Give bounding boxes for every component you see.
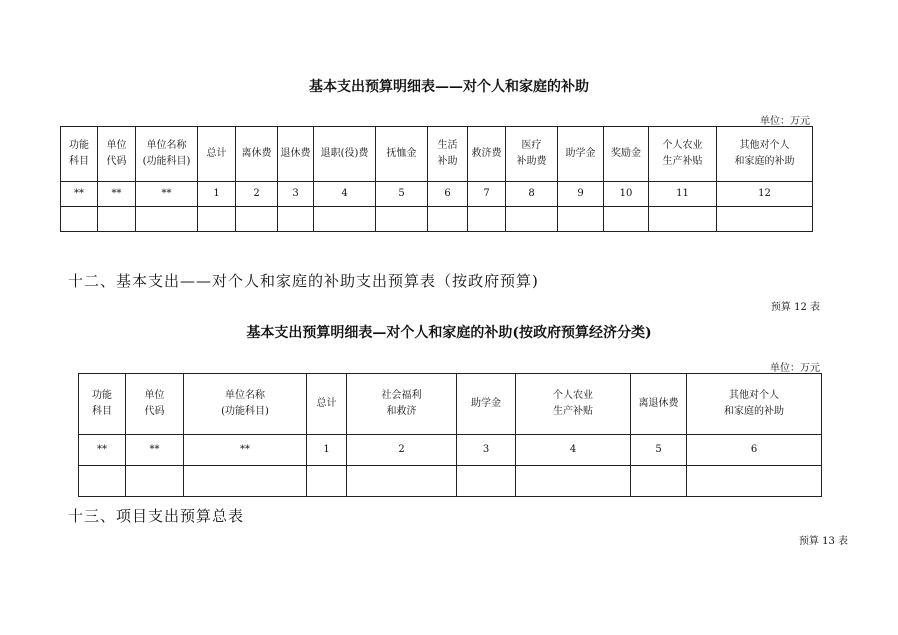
table1-header-row — [61, 127, 813, 182]
table1-index-cell: 3 — [278, 182, 314, 207]
table2-header-cell: 其他对个人 和家庭的补助 — [687, 374, 822, 435]
table1-empty-cell — [278, 207, 314, 232]
table1-personal-family-subsidy — [60, 126, 813, 232]
table2-index-row — [79, 435, 822, 466]
table1-header-cell: 助学金 — [558, 127, 604, 182]
table2-empty-cell — [79, 466, 126, 497]
table1-index-cell: ** — [61, 182, 98, 207]
table1-index-cell: ** — [136, 182, 198, 207]
table2-empty-cell — [687, 466, 822, 497]
table2-header-cell: 功能 科目 — [79, 374, 126, 435]
table1-empty-cell — [428, 207, 468, 232]
table2-empty-cell — [457, 466, 516, 497]
table1-index-cell: 10 — [604, 182, 649, 207]
table1-header-cell: 医疗 补助费 — [506, 127, 558, 182]
table1-index-cell: 4 — [314, 182, 376, 207]
table1-index-row — [61, 182, 813, 207]
table1-header-cell: 功能 科目 — [61, 127, 98, 182]
table2-index-cell: ** — [126, 435, 184, 466]
table1-header-cell: 奖励金 — [604, 127, 649, 182]
table1-empty-cell — [98, 207, 136, 232]
table2-empty-cell — [126, 466, 184, 497]
table2-unit: 单位：万元 — [770, 363, 820, 374]
table1-empty-cell — [506, 207, 558, 232]
table2-header-cell: 个人农业 生产补贴 — [516, 374, 631, 435]
table2-index-cell: 6 — [687, 435, 822, 466]
table1-header-cell: 总计 — [198, 127, 236, 182]
table1-header-cell: 单位 代码 — [98, 127, 136, 182]
table2-header-cell: 总计 — [307, 374, 347, 435]
table1-header-cell: 救济费 — [468, 127, 506, 182]
table2-header-cell: 社会福利 和救济 — [347, 374, 457, 435]
table2-empty-row — [79, 466, 822, 497]
table1-unit: 单位：万元 — [760, 116, 810, 127]
table1-index-cell: 1 — [198, 182, 236, 207]
table2-index-cell: 3 — [457, 435, 516, 466]
table2-header-row — [79, 374, 822, 435]
table2-title: 基本支出预算明细表—对个人和家庭的补助(按政府预算经济分类) — [246, 325, 652, 341]
table1-empty-cell — [198, 207, 236, 232]
table1-empty-cell — [236, 207, 278, 232]
table1-index-cell: 2 — [236, 182, 278, 207]
table2-index-cell: ** — [184, 435, 307, 466]
table2-subsidy-by-economic-class — [78, 373, 822, 497]
table1-index-cell: 6 — [428, 182, 468, 207]
table2-empty-cell — [631, 466, 687, 497]
table1-empty-cell — [604, 207, 649, 232]
table2-index-cell: 4 — [516, 435, 631, 466]
table2-empty-cell — [347, 466, 457, 497]
table1-header-cell: 其他对个人 和家庭的补助 — [717, 127, 813, 182]
table1-index-cell: 5 — [376, 182, 428, 207]
table2-index-cell: 5 — [631, 435, 687, 466]
table1-header-cell: 离休费 — [236, 127, 278, 182]
table2-header-cell: 单位名称 (功能科目) — [184, 374, 307, 435]
table1-empty-cell — [649, 207, 717, 232]
table1-empty-cell — [61, 207, 98, 232]
table1-header-cell: 生活 补助 — [428, 127, 468, 182]
table2-index-cell: 2 — [347, 435, 457, 466]
table1-empty-row — [61, 207, 813, 232]
table1-title: 基本支出预算明细表——对个人和家庭的补助 — [309, 79, 589, 95]
table1-empty-cell — [314, 207, 376, 232]
table1-header-cell: 退休费 — [278, 127, 314, 182]
table1-empty-cell — [468, 207, 506, 232]
table1-index-cell: 8 — [506, 182, 558, 207]
table2-header-cell: 离退休费 — [631, 374, 687, 435]
form-number-12: 预算 12 表 — [770, 302, 820, 313]
table1-header-cell: 抚恤金 — [376, 127, 428, 182]
table1-header-cell: 退职(役)费 — [314, 127, 376, 182]
section-12-heading: 十二、基本支出——对个人和家庭的补助支出预算表（按政府预算) — [68, 272, 539, 290]
table1-empty-cell — [136, 207, 198, 232]
table1-index-cell: 9 — [558, 182, 604, 207]
table1-empty-cell — [717, 207, 813, 232]
table2-header-cell: 单位 代码 — [126, 374, 184, 435]
table1-index-cell: 12 — [717, 182, 813, 207]
table1-index-cell: 11 — [649, 182, 717, 207]
section-13-heading: 十三、项目支出预算总表 — [68, 507, 245, 525]
table2-empty-cell — [307, 466, 347, 497]
table2-index-cell: ** — [79, 435, 126, 466]
table1-index-cell: ** — [98, 182, 136, 207]
table2-header-cell: 助学金 — [457, 374, 516, 435]
form-number-13: 预算 13 表 — [798, 536, 848, 547]
table2-index-cell: 1 — [307, 435, 347, 466]
table2-empty-cell — [184, 466, 307, 497]
table1-empty-cell — [558, 207, 604, 232]
table1-header-cell: 个人农业 生产补贴 — [649, 127, 717, 182]
table1-empty-cell — [376, 207, 428, 232]
table1-index-cell: 7 — [468, 182, 506, 207]
table2-empty-cell — [516, 466, 631, 497]
table1-header-cell: 单位名称 (功能科目) — [136, 127, 198, 182]
